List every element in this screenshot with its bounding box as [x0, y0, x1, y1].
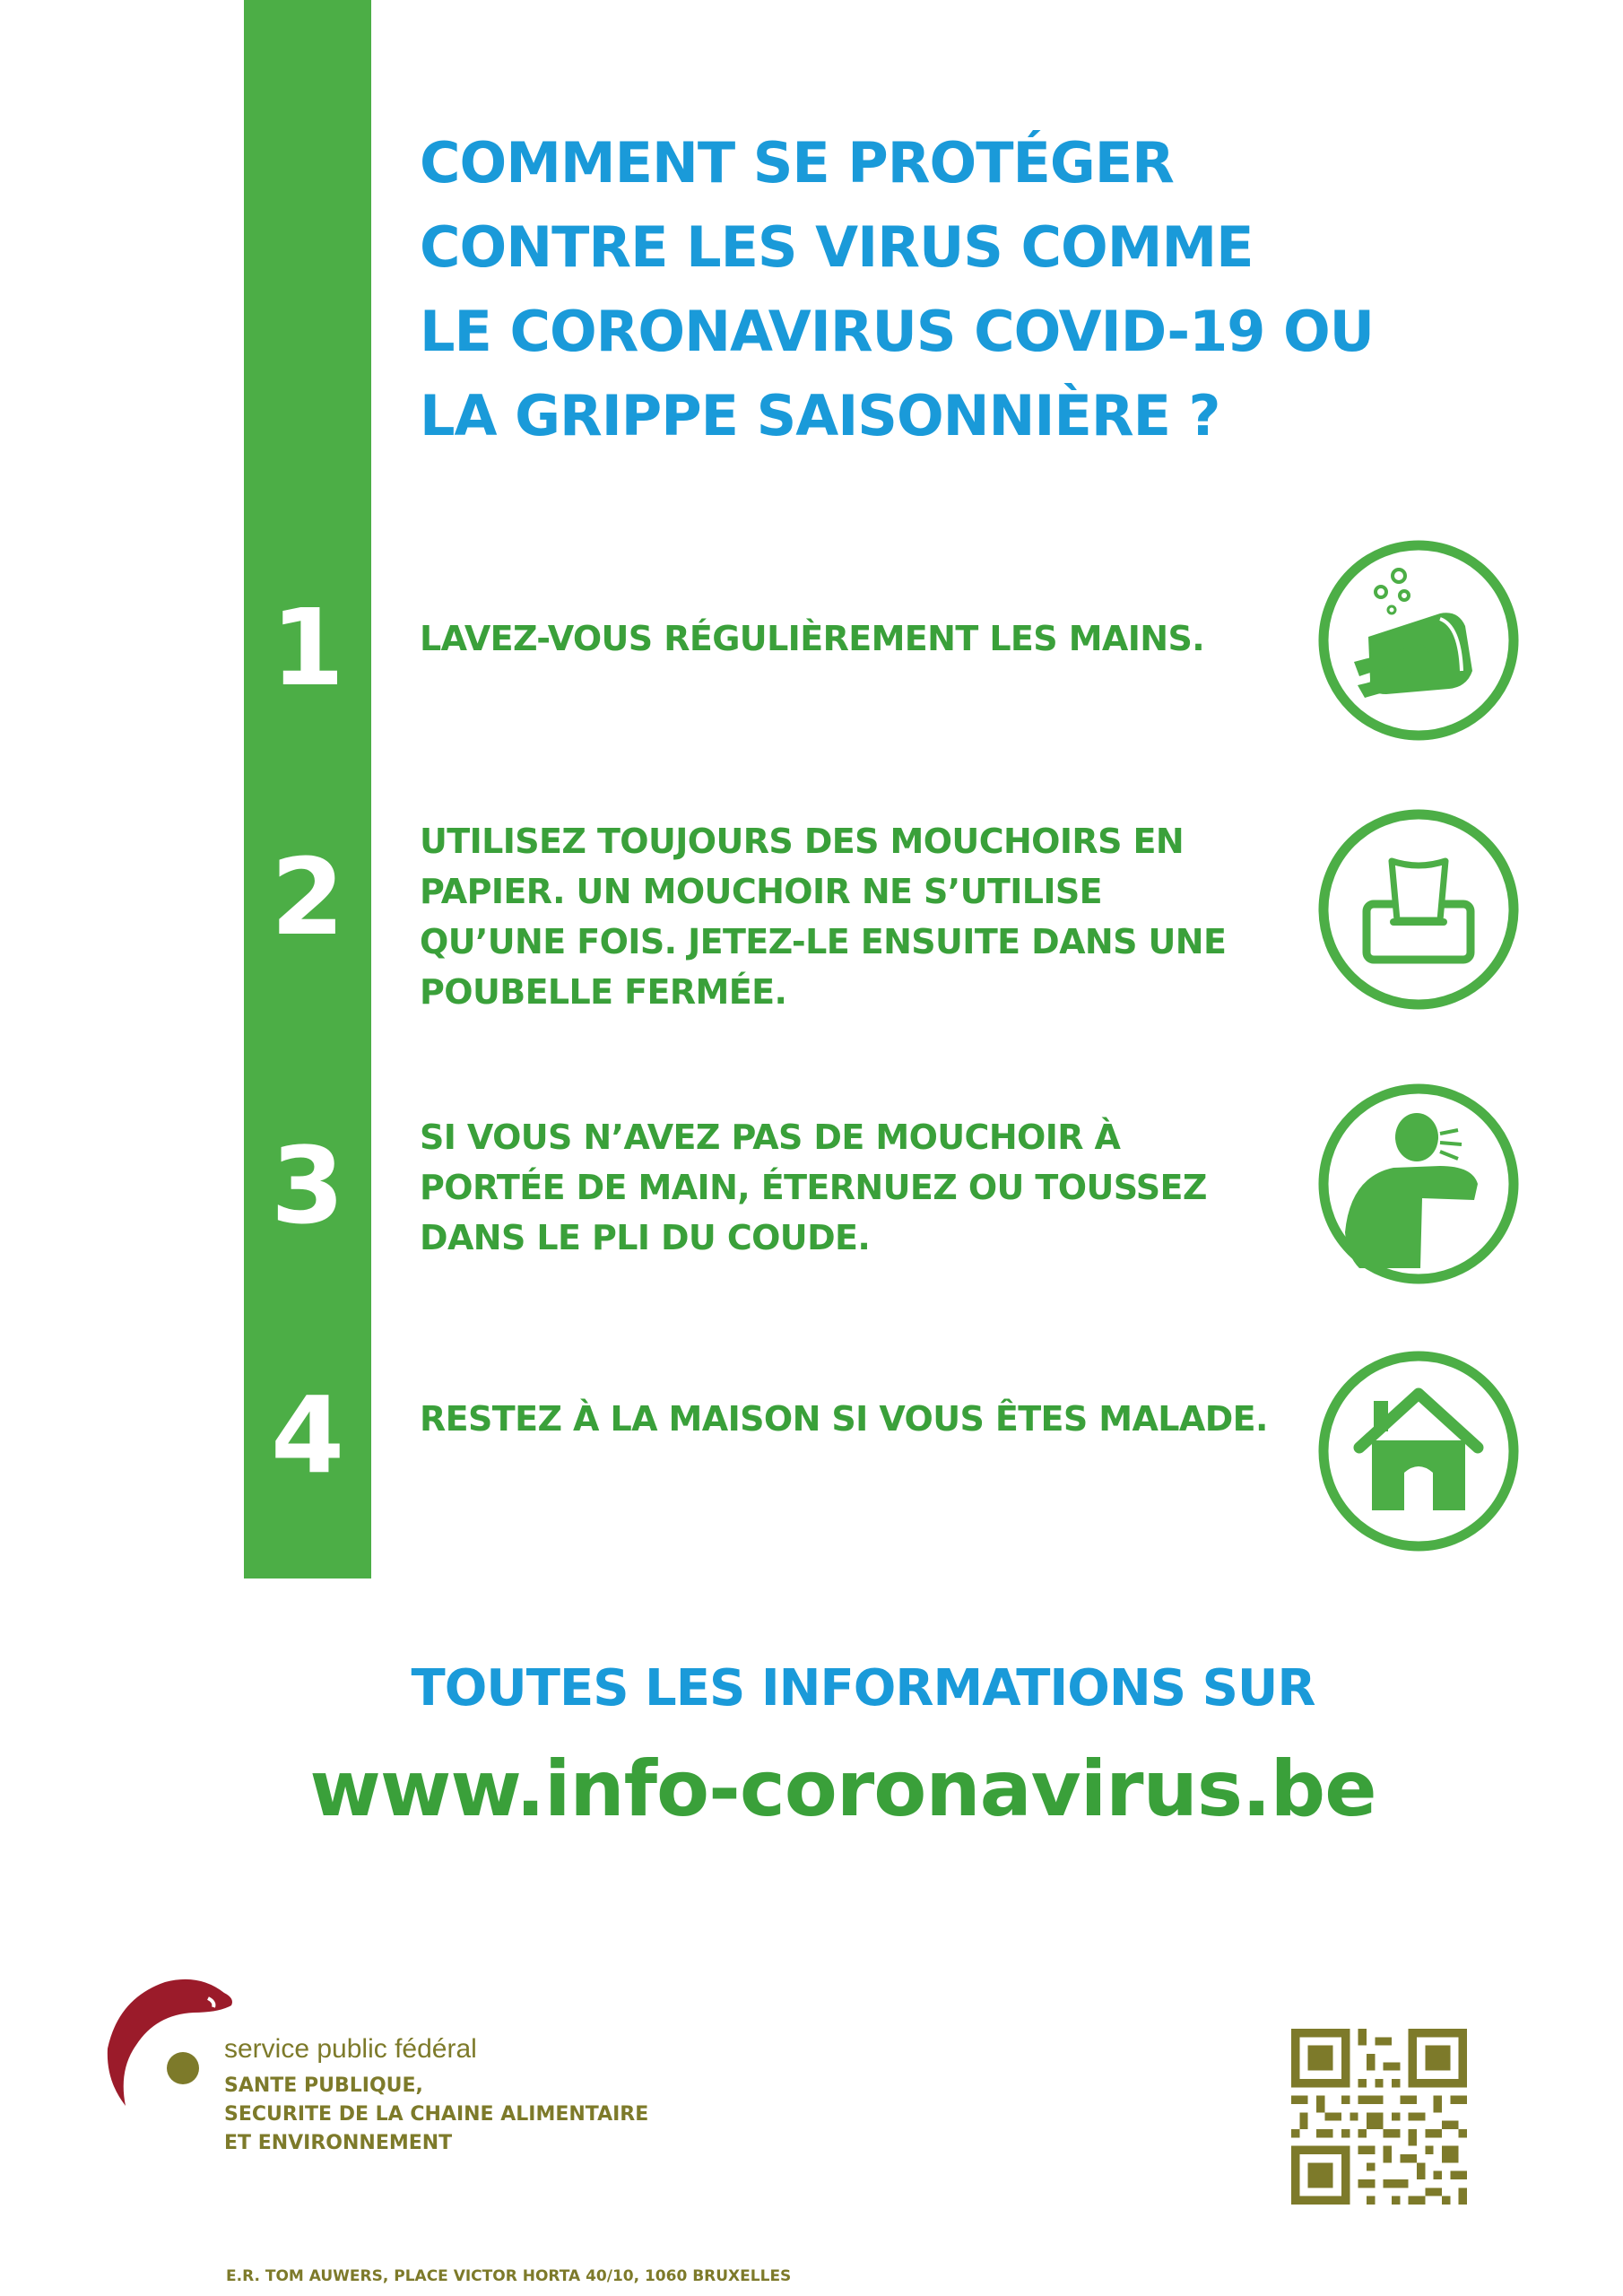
website-link[interactable]: www.info-coronavirus.be [309, 1744, 1376, 1834]
organization-block [224, 2034, 648, 2158]
step-number-1: 1 [270, 586, 345, 709]
green-sidebar-bar [244, 0, 371, 1578]
step-number-3: 3 [270, 1124, 345, 1248]
house-icon [1315, 1347, 1523, 1555]
org-line-1: service public fédéral [224, 2034, 477, 2064]
step-number-2: 2 [270, 835, 345, 959]
org-line-3: SECURITE DE LA CHAINE ALIMENTAIRE [224, 2103, 649, 2126]
step-text-2: UTILISEZ TOUJOURS DES MOUCHOIRS EN PAPIER. UN MOUCHOIR NE S’UTILISE QU’UNE FOIS. JETEZ-LE ENSUITE DANS UNE POUBELLE FERMÉE. [420, 822, 1227, 1012]
info-heading: TOUTES LES INFORMATIONS SUR [411, 1659, 1315, 1718]
spf-logo-icon [100, 1971, 244, 2115]
title-line-2: CONTRE LES VIRUS COMME [420, 214, 1254, 280]
step-number-4: 4 [270, 1373, 345, 1497]
title-line-3: LE CORONAVIRUS COVID-19 OU [420, 299, 1374, 364]
page-title [420, 121, 1424, 458]
sneeze-elbow-icon [1315, 1080, 1523, 1288]
org-line-2: SANTE PUBLIQUE, [224, 2074, 423, 2097]
editor-responsible: E.R. TOM AUWERS, PLACE VICTOR HORTA 40/10, 1060 BRUXELLES [226, 2267, 792, 2285]
step-text-1: LAVEZ-VOUS RÉGULIÈREMENT LES MAINS. [420, 619, 1205, 658]
step-text-3: SI VOUS N’AVEZ PAS DE MOUCHOIR À PORTÉE DE MAIN, ÉTERNUEZ OU TOUSSEZ DANS LE PLI DU COUDE. [420, 1118, 1207, 1257]
tissue-box-icon [1315, 805, 1523, 1013]
hand-washing-icon [1315, 536, 1523, 744]
step-text-4: RESTEZ À LA MAISON SI VOUS ÊTES MALADE. [420, 1399, 1268, 1439]
org-line-4: ET ENVIRONNEMENT [224, 2132, 453, 2154]
qr-code[interactable] [1291, 2029, 1467, 2205]
title-line-4: LA GRIPPE SAISONNIÈRE ? [420, 383, 1220, 448]
title-line-1: COMMENT SE PROTÉGER [420, 130, 1174, 196]
